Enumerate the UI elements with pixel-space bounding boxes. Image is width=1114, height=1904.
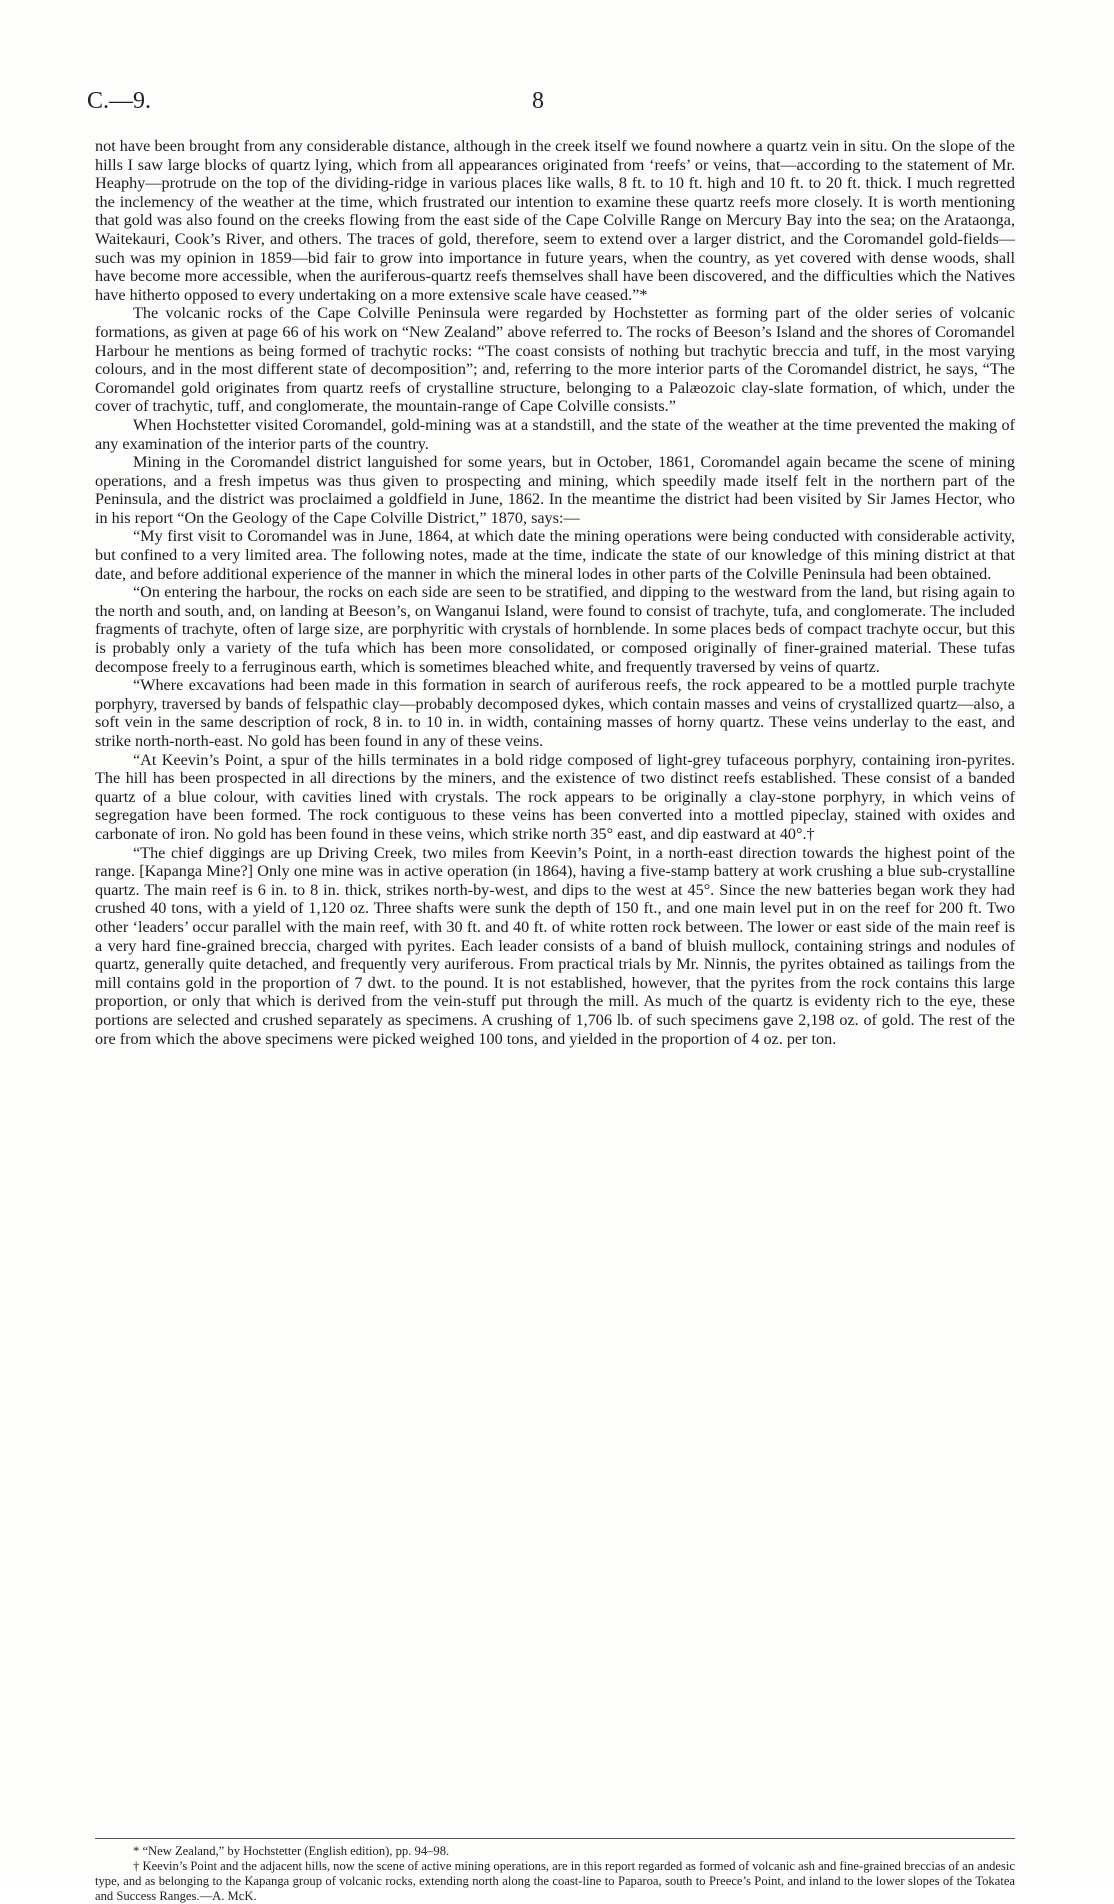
footnotes [95,1844,1015,1904]
body-text [95,137,1015,1048]
paragraph-first-visit: “My first visit to Coromandel was in June, 1864, at which date the mining operations were being conducted with considerable activity, but confined to a very limited area. The following notes, made at the time, indicate the state of our knowledge of this mining district at that date, and before additional experience of the manner in which the mineral lodes in other parts of the Colville Peninsula had been obtained. [95,527,1015,583]
paragraph-keevins-point: “At Keevin’s Point, a spur of the hills terminates in a bold ridge composed of light-grey tufaceous porphyry, containing iron-pyrites. The hill has been prospected in all directions by the miners, and the existence of two distinct reefs established. These consist of a banded quartz of a blue colour, with cavities lined with crystals. The rock appears to be originally a clay-stone porphyry, in which veins of segregation have been formed. The rock contiguous to these veins has been converted into a mottled pipeclay, stained with oxides and carbonate of iron. No gold has been found in these veins, which strike north 35° east, and dip eastward at 40°.† [95,750,1015,843]
footnote-divider [95,1838,1015,1839]
footnote-dagger: † Keevin’s Point and the adjacent hills, now the scene of active mining operations, are in this report regarded as formed of volcanic ash and fine-grained breccias of an andesic type, and as belonging to the Kapanga group of volcanic rocks, extending north along the coast-line to Paparoa, south to Preece’s Point, and inland to the lower slopes of the Tokatea and Success Ranges.—A. McK. [95,1859,1015,1903]
paragraph-entering-harbour: “On entering the harbour, the rocks on each side are seen to be stratified, and dipping to the westward from the land, but rising again to the north and south, and, on landing at Beeson’s, on Wanganui Island, were found to consist of trachyte, tufa, and conglomerate. The included fragments of trachyte, often of large size, are porphyritic with crystals of hornblende. In some places beds of compact trachyte occur, but this is probably only a variety of the tufa which has been more consolidated, or composed originally of finer-grained material. These tufas decompose freely to a ferruginous earth, which is sometimes bleached white, and frequently traversed by veins of quartz. [95,583,1015,676]
paragraph-hochstetter-visit: When Hochstetter visited Coromandel, gold-mining was at a standstill, and the state of the weather at the time prevented the making of any examination of the interior parts of the country. [95,415,1015,453]
page-header [87,88,1027,118]
page-number: 8 [532,88,544,114]
document-reference: C.—9. [87,88,152,114]
paragraph-driving-creek: “The chief diggings are up Driving Creek, two miles from Keevin’s Point, in a north-east direction towards the highest point of the range. [Kapanga Mine?] Only one mine was in active operation (in 1864), having a five-stamp battery at work crushing a blue sub-crystalline quartz. The main reef is 6 in. to 8 in. thick, strikes north-by-west, and dips to the west at 45°. Since the new batteries began work they had crushed 40 tons, with a yield of 1,120 oz. Three shafts were sunk the depth of 150 ft., and one main level put in on the reef for 200 ft. Two other ‘leaders’ occur parallel with the main reef, with 30 ft. and 40 ft. of white rotten rock between. The lower or east side of the main reef is a very hard fine-grained breccia, charged with pyrites. Each leader consists of a band of bluish mullock, containing strings and nodules of quartz, generally quite detached, and frequently very auriferous. From practical trials by Mr. Ninnis, the pyrites obtained as tailings from the mill contains gold in the proportion of 7 dwt. to the pound. It is not established, however, that the pyrites from the rock contains this large proportion, or only that which is derived from the vein-stuff put through the mill. As much of the quartz is evidenty rich to the eye, these portions are selected and crushed separately as specimens. A crushing of 1,706 lb. of such specimens gave 2,198 oz. of gold. The rest of the ore from which the above specimens were picked weighed 100 tons, and yielded in the proportion of 4 oz. per ton. [95,843,1015,1048]
paragraph-volcanic-rocks: The volcanic rocks of the Cape Colville Peninsula were regarded by Hochstetter as forming part of the older series of volcanic formations, as given at page 66 of his work on “New Zealand” above referred to. The rocks of Beeson’s Island and the shores of Coromandel Harbour he mentions as being formed of trachytic rocks: “The coast consists of nothing but trachytic breccia and tuff, in the most varying colours, and in the most different state of decomposition”; and, referring to the more interior parts of the Coromandel district, he says, “The Coromandel gold originates from quartz reefs of crystalline structure, belonging to a Palæozoic clay-slate formation, of which, under the cover of trachytic, tuff, and conglomerate, the mountain-range of Cape Colville consists.” [95,304,1015,416]
footnote-asterisk: * “New Zealand,” by Hochstetter (English edition), pp. 94–98. [133,1844,450,1858]
paragraph-mining-languished: Mining in the Coromandel district languished for some years, but in October, 1861, Coromandel again became the scene of mining operations, and a fresh impetus was thus given to prospecting and mining, which speedily made itself felt in the northern part of the Peninsula, and the district was proclaimed a goldfield in June, 1862. In the meantime the district had been visited by Sir James Hector, who in his report “On the Geology of the Cape Colville District,” 1870, says:— [95,453,1015,527]
paragraph-continuation: not have been brought from any considerable distance, although in the creek itself we found nowhere a quartz vein in situ. On the slope of the hills I saw large blocks of quartz lying, which from all appearances originated from ‘reefs’ or veins, that—according to the statement of Mr. Heaphy—protrude on the top of the dividing-ridge in various places like walls, 8 ft. to 10 ft. high and 10 ft. to 20 ft. thick. I much regretted the inclemency of the weather at the time, which frustrated our intention to examine these quartz reefs more closely. It is worth mentioning that gold was also found on the creeks flowing from the east side of the Cape Colville Range on Mercury Bay into the sea; on the Arataonga, Waitekauri, Cook’s River, and others. The traces of gold, therefore, seem to extend over a larger district, and the Coromandel gold-fields—such was my opinion in 1859—bid fair to grow into importance in future years, when the country, as yet covered with dense woods, shall have become more accessible, when the auriferous-quartz reefs themselves shall have been discovered, and the difficulties which the Natives have hitherto opposed to every undertaking on a more extensive scale have ceased.”* [95,137,1015,304]
paragraph-excavations: “Where excavations had been made in this formation in search of auriferous reefs, the rock appeared to be a mottled purple trachyte porphyry, traversed by bands of felspathic clay—probably decomposed dykes, which contain masses and veins of crystallized quartz—also, a soft vein in the same description of rock, 8 in. to 10 in. in width, containing masses of horny quartz. These veins underlay to the east, and strike north-north-east. No gold has been found in any of these veins. [95,676,1015,750]
